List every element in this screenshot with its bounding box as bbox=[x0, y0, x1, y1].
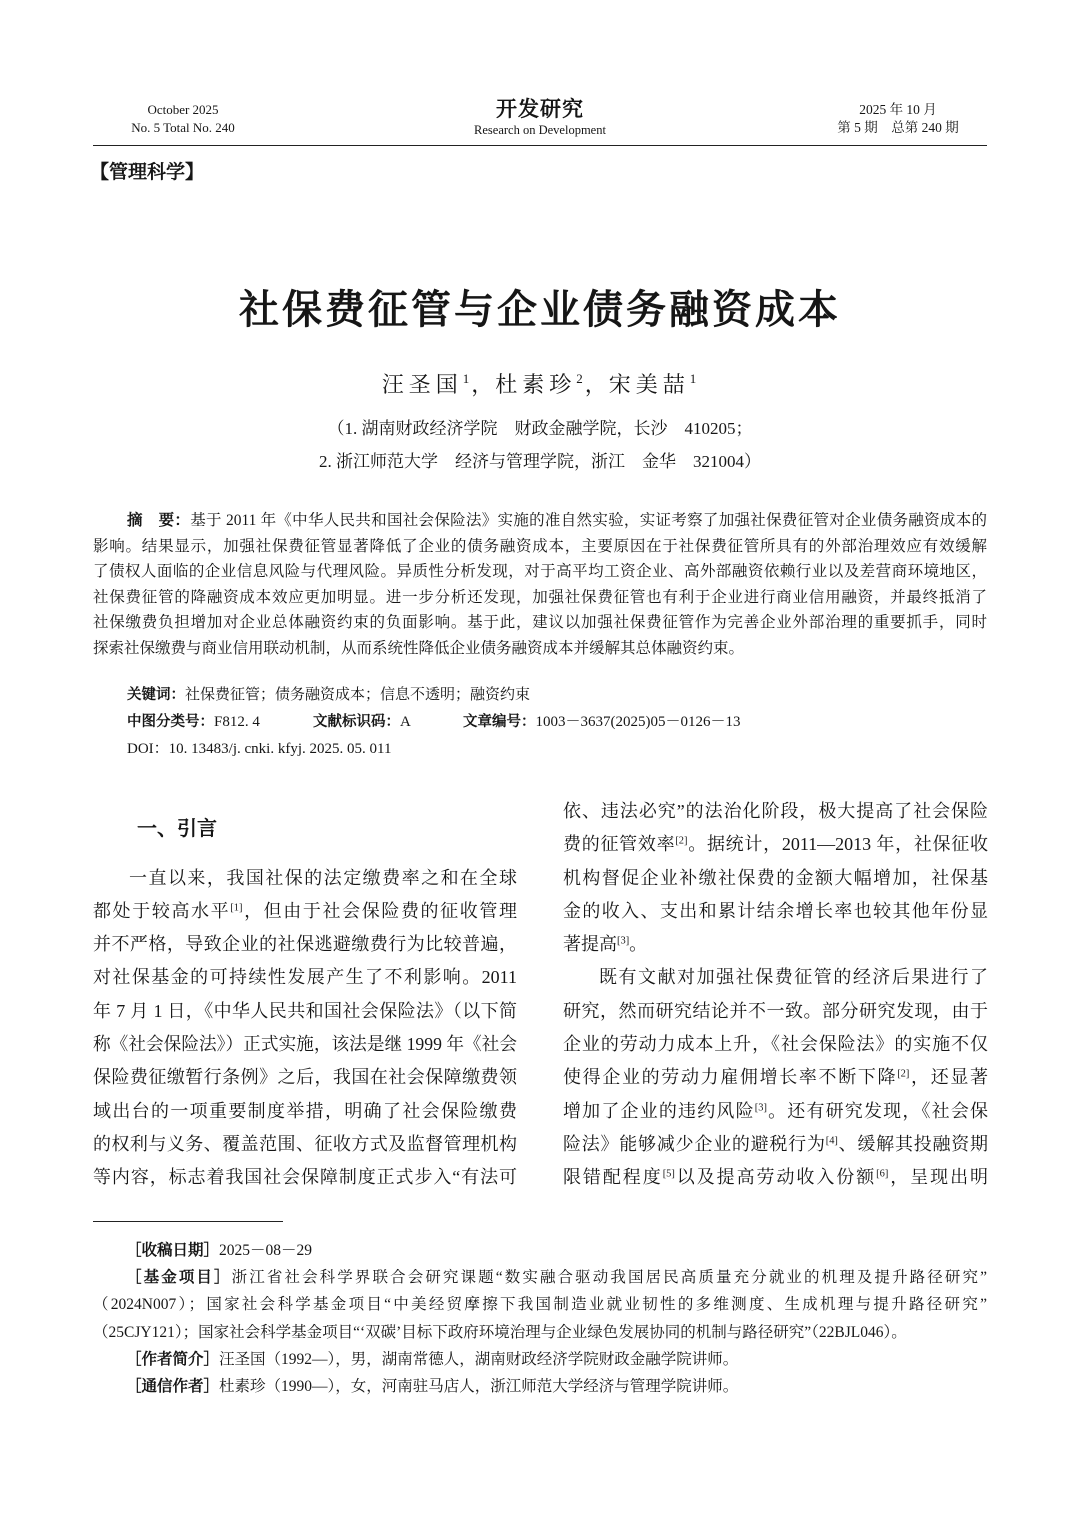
classification-line bbox=[127, 709, 987, 736]
article-number-value: 1003－3637(2025)05－0126－13 bbox=[535, 713, 741, 730]
footnote-line bbox=[93, 1319, 987, 1346]
abstract-text: 社保缴费负担增加对企业总体融资约束的负面影响。基于此，建议以加强社保费征管作为完善企业外部治理的重要抓手，同时 bbox=[93, 614, 987, 632]
abstract-text: 社保费征管的降融资成本效应更加明显。进一步分析还发现，加强社保费征管也有利于企业进行商业信用融资，并最终抵消了 bbox=[93, 588, 987, 606]
text-run: 。据统计，2011—2013 年，社保征收 bbox=[687, 834, 988, 855]
body-line bbox=[563, 995, 988, 1028]
footnote-line bbox=[93, 1237, 987, 1264]
text-run: 限错配程度 bbox=[563, 1167, 663, 1188]
text-run: 一直以来，我国社保的法定缴费率之和在全球 bbox=[129, 867, 517, 888]
footnote-label: ［通信作者］ bbox=[126, 1377, 220, 1396]
footnote-label: ［基金项目］ bbox=[126, 1268, 232, 1287]
body-line bbox=[93, 1161, 517, 1194]
author-separator: ， bbox=[584, 372, 607, 397]
body-line bbox=[93, 928, 517, 961]
footnote-text: （25CJY121）；国家社会科学基金项目“‘双碳’目标下政府环境治理与企业绿色发展协同的机制与路径研究”（22BJL046）。 bbox=[93, 1323, 907, 1341]
author-name: 杜素珍 bbox=[495, 372, 577, 397]
header-date-en: October 2025 bbox=[147, 102, 219, 117]
footnote-text: 浙江省社会科学界联合会研究课题“数实融合驱动我国居民高质量充分就业的机理及提升路径研究” bbox=[231, 1269, 987, 1287]
text-run: 使得企业的劳动力雇佣增长率不断下降 bbox=[563, 1067, 898, 1088]
text-run: 称《社会保险法》）正式实施，该法是继 1999 年《社会 bbox=[93, 1034, 517, 1055]
author-separator: ， bbox=[471, 372, 494, 397]
text-run: ，还显著 bbox=[909, 1067, 989, 1088]
citation-mark: [5] bbox=[662, 1168, 675, 1180]
header-issue-cn: 第 5 期 总第 240 期 bbox=[837, 120, 959, 135]
author-list bbox=[0, 370, 1080, 400]
body-line bbox=[563, 895, 988, 928]
body-line bbox=[563, 928, 988, 961]
footnote-rule bbox=[93, 1221, 283, 1222]
abstract-line bbox=[93, 585, 987, 611]
abstract-line bbox=[93, 508, 987, 534]
abstract bbox=[93, 508, 987, 662]
keywords-line bbox=[127, 682, 987, 709]
document-code bbox=[313, 709, 411, 736]
header-journal bbox=[390, 96, 690, 138]
body-line bbox=[93, 1095, 517, 1128]
footnote-text: 汪圣国（1992—），男，湖南常德人，湖南财政经济学院财政金融学院讲师。 bbox=[219, 1350, 739, 1368]
doi-label: DOI： bbox=[127, 740, 169, 757]
abstract-text: 了债权人面临的企业信息风险与代理风险。异质性分析发现，对于高平均工资企业、高外部融资依赖行业以及差营商环境地区， bbox=[93, 563, 987, 581]
footnote-line bbox=[93, 1264, 987, 1291]
body-line bbox=[563, 1028, 988, 1061]
citation-mark: [3] bbox=[617, 935, 630, 947]
text-run: 以及提高劳动收入份额 bbox=[674, 1167, 877, 1188]
citation-mark: [4] bbox=[825, 1135, 838, 1147]
citation-mark: [6] bbox=[876, 1168, 889, 1180]
text-run: 对社保基金的可持续性发展产生了不利影响。2011 bbox=[93, 967, 517, 988]
journal-name-en: Research on Development bbox=[474, 123, 606, 137]
section-heading: 一、引言 bbox=[137, 816, 217, 840]
text-run: ，呈现出明 bbox=[888, 1167, 989, 1188]
body-line bbox=[93, 961, 517, 994]
text-run: 并不严格，导致企业的社保逃避缴费行为比较普遍， bbox=[93, 934, 517, 955]
footnote-label: ［作者简介］ bbox=[126, 1349, 220, 1368]
text-run: 险法》能够减少企业的避税行为 bbox=[563, 1133, 826, 1154]
citation-mark: [2] bbox=[897, 1068, 910, 1080]
keywords-label: 关键词： bbox=[127, 686, 185, 703]
article-title: 社保费征管与企业债务融资成本 bbox=[239, 287, 841, 333]
author-name: 宋美喆 bbox=[608, 372, 690, 397]
text-run: 等内容，标志着我国社会保障制度正式步入“有法可 bbox=[93, 1167, 517, 1188]
text-run: ，但由于社会保险费的征收管理 bbox=[242, 900, 518, 921]
abstract-text: 基于 2011 年《中华人民共和国社会保险法》实施的准自然实验，实证考察了加强社保费征管对企业债务融资成本的 bbox=[190, 512, 987, 529]
article-number-label: 文章编号： bbox=[463, 713, 536, 730]
header-left bbox=[93, 101, 273, 137]
body-line bbox=[93, 1061, 517, 1094]
text-run: 既有文献对加强社保费征管的经济后果进行了 bbox=[599, 967, 988, 988]
author-affiliation-mark: 1 bbox=[462, 371, 470, 386]
text-run: 费的征管效率 bbox=[563, 834, 676, 855]
body-line bbox=[93, 1028, 517, 1061]
clc-value: F812. 4 bbox=[214, 713, 260, 730]
text-run: 。 bbox=[629, 934, 648, 955]
body-left-column bbox=[93, 795, 517, 1195]
abstract-line bbox=[93, 610, 987, 636]
document-code-label: 文献标识码： bbox=[313, 713, 400, 730]
affiliation-line: （1. 湖南财政经济学院 财政金融学院，长沙 410205； bbox=[327, 418, 753, 438]
author-affiliation-mark: 2 bbox=[576, 371, 583, 386]
article-number bbox=[463, 709, 741, 736]
abstract-line bbox=[93, 559, 987, 585]
abstract-text: 影响。结果显示，加强社保费征管显著降低了企业的债务融资成本，主要原因在于社保费征管所具有的外部治理效应有效缓解 bbox=[93, 537, 987, 555]
doi-line bbox=[127, 736, 987, 763]
text-run: 保险费征缴暂行条例》之后，我国在社会保障缴费领 bbox=[93, 1067, 517, 1088]
footnote-text: 2025－08－29 bbox=[219, 1242, 313, 1259]
text-run: 域出台的一项重要制度举措，明确了社会保险缴费 bbox=[93, 1100, 517, 1121]
abstract-line bbox=[93, 636, 987, 662]
body-line bbox=[93, 1128, 517, 1161]
footnote-line bbox=[93, 1346, 987, 1373]
text-run: 都处于较高水平 bbox=[93, 900, 231, 921]
abstract-text: 探索社保缴费与商业信用联动机制，从而系统性降低企业债务融资成本并缓解其总体融资约束。 bbox=[93, 639, 745, 657]
section-tag: 【管理科学】 bbox=[90, 161, 205, 183]
header-rule bbox=[93, 145, 987, 146]
footnote-line bbox=[93, 1373, 987, 1400]
footnote-line bbox=[93, 1291, 987, 1318]
body-line bbox=[563, 1161, 988, 1194]
clc-number bbox=[127, 709, 260, 736]
header-issue-en: No. 5 Total No. 240 bbox=[131, 120, 235, 135]
body-line bbox=[93, 995, 517, 1028]
doi-value: 10. 13483/j. cnki. kfyj. 2025. 05. 011 bbox=[168, 740, 392, 757]
article-meta bbox=[127, 682, 987, 763]
citation-mark: [1] bbox=[230, 902, 243, 914]
footnote-text: （2024N007）；国家社会科学基金项目“中美经贸摩擦下我国制造业就业韧性的多维测度、生成机理与提升路径研究” bbox=[93, 1296, 987, 1314]
author-affiliation-mark: 1 bbox=[689, 371, 697, 386]
body-line bbox=[563, 1095, 988, 1128]
header-right bbox=[808, 101, 988, 137]
text-run: 增加了企业的违约风险 bbox=[563, 1100, 755, 1121]
body-line bbox=[93, 862, 517, 895]
body-line bbox=[563, 1128, 988, 1161]
author-name: 汪圣国 bbox=[381, 372, 463, 397]
header-date-cn: 2025 年 10 月 bbox=[859, 102, 937, 117]
clc-label: 中图分类号： bbox=[127, 713, 214, 730]
affiliations bbox=[0, 412, 1080, 478]
text-run: 机构督促企业补缴社保费的金额大幅增加，社保基 bbox=[563, 867, 988, 888]
affiliation-line: 2. 浙江师范大学 经济与管理学院，浙江 金华 321004） bbox=[319, 451, 761, 471]
text-run: 的权利与义务、覆盖范围、征收方式及监督管理机构 bbox=[93, 1133, 517, 1154]
text-run: 研究，然而研究结论并不一致。部分研究发现，由于 bbox=[563, 1000, 988, 1021]
body-line bbox=[563, 828, 988, 861]
citation-mark: [3] bbox=[754, 1102, 767, 1114]
body-line bbox=[563, 862, 988, 895]
keywords-value: 社保费征管；债务融资成本；信息不透明；融资约束 bbox=[185, 686, 531, 703]
citation-mark: [2] bbox=[675, 835, 688, 847]
document-code-value: A bbox=[400, 713, 411, 730]
footnotes bbox=[93, 1237, 987, 1400]
text-run: 年 7 月 1 日，《中华人民共和国社会保险法》（以下简 bbox=[93, 1000, 517, 1021]
footnote-label: ［收稿日期］ bbox=[126, 1241, 220, 1259]
text-run: 、缓解其投融资期 bbox=[837, 1133, 989, 1154]
body-line bbox=[93, 895, 517, 928]
text-run: 企业的劳动力成本上升，《社会保险法》的实施不仅 bbox=[563, 1034, 988, 1055]
body-line bbox=[563, 795, 988, 828]
text-run: 。还有研究发现，《社会保 bbox=[766, 1100, 989, 1121]
text-run: 金的收入、支出和累计结余增长率也较其他年份显 bbox=[563, 900, 988, 921]
text-run: 著提高 bbox=[563, 934, 617, 955]
abstract-line bbox=[93, 534, 987, 560]
abstract-label: 摘 要： bbox=[127, 511, 191, 529]
footnote-text: 杜素珍（1990—），女，河南驻马店人，浙江师范大学经济与管理学院讲师。 bbox=[219, 1378, 739, 1396]
journal-name-cn: 开发研究 bbox=[496, 96, 584, 121]
text-run: 依、违法必究”的法治化阶段，极大提高了社会保险 bbox=[563, 801, 988, 821]
body-line bbox=[563, 961, 988, 994]
body-right-column bbox=[563, 795, 988, 1195]
body-line bbox=[563, 1061, 988, 1094]
